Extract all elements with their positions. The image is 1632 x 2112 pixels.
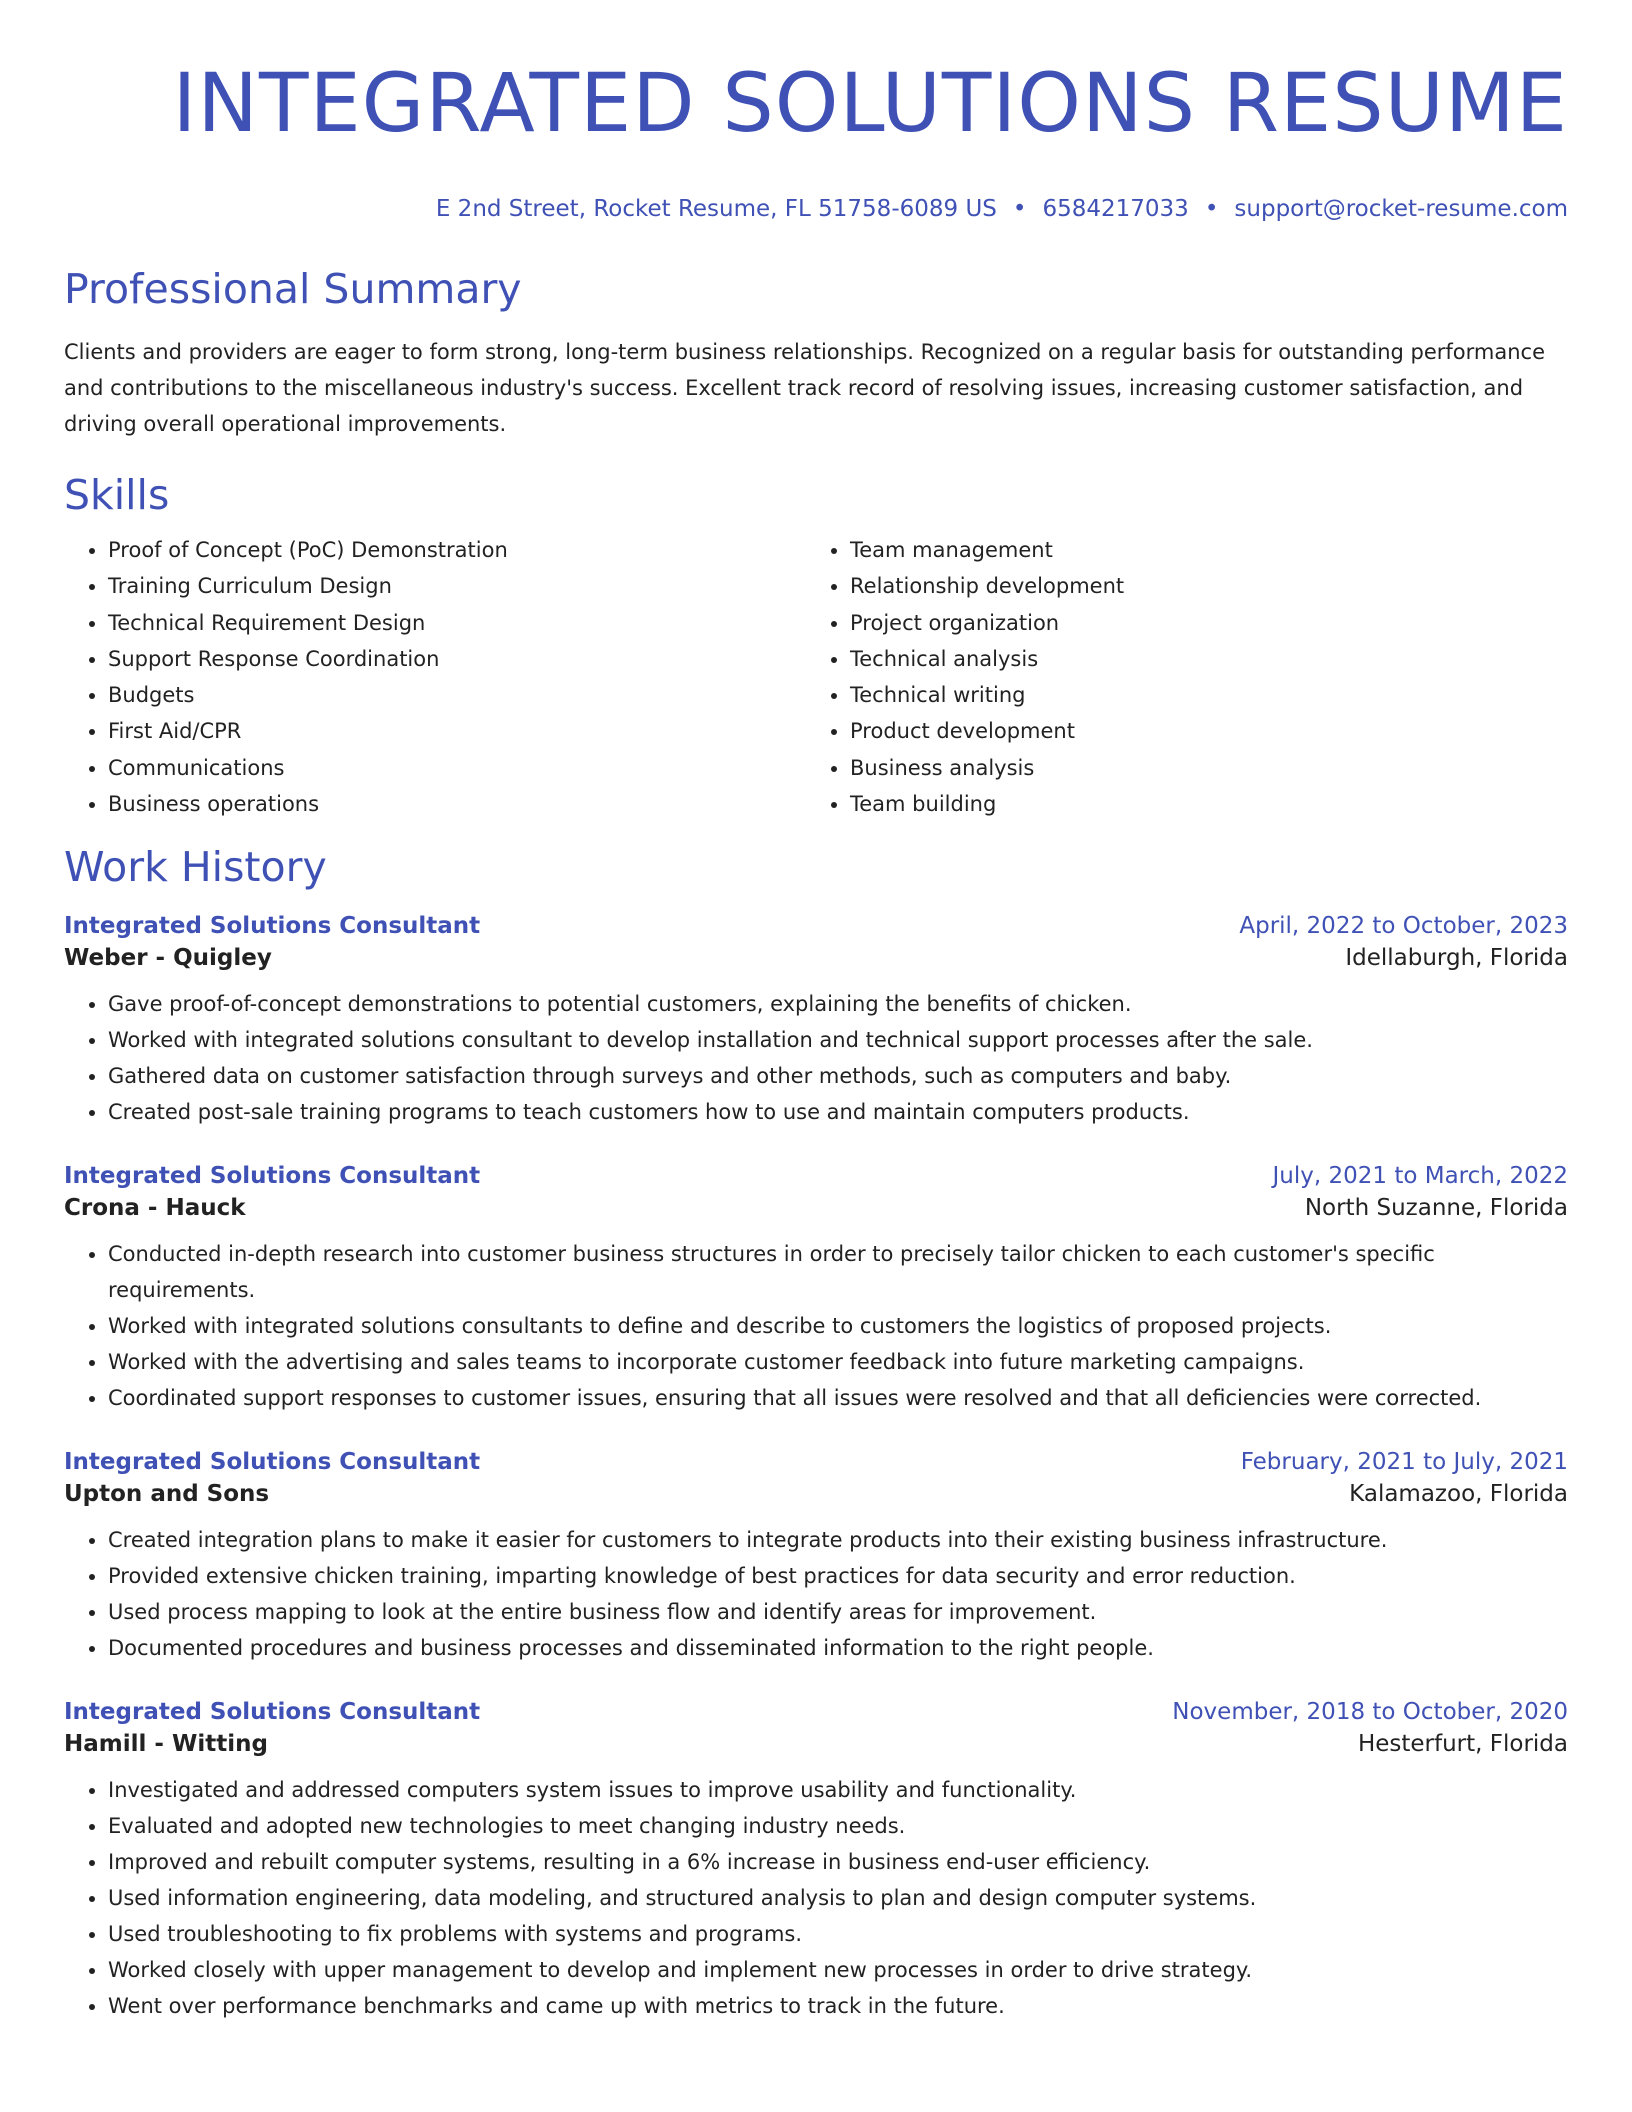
skills-column-left [64,532,806,822]
job-bullets [64,1522,1568,1666]
job-header-row [64,1696,1568,1728]
skill-item: • Product development [850,713,1568,749]
skills-list [64,532,1568,822]
skill-item: • Proof of Concept (PoC) Demonstration [108,532,806,568]
job-bullet: • Improved and rebuilt computer systems, resulting in a 6% increase in business end-user efficiency. [108,1844,1568,1880]
job-bullet: • Provided extensive chicken training, imparting knowledge of best practices for data security and error reduction. [108,1558,1568,1594]
job-title: Integrated Solutions Consultant [64,1699,481,1726]
job-location: Kalamazoo, Florida [1349,1481,1568,1508]
job-bullet: • Worked with the advertising and sales teams to incorporate customer feedback into future marketing campaigns. [108,1344,1568,1380]
job-company: Hamill - Witting [64,1731,268,1758]
job-company: Crona - Hauck [64,1195,246,1222]
skill-item: • Technical Requirement Design [108,605,806,641]
section-title-summary: Professional Summary [64,265,522,313]
job-bullet: • Used troubleshooting to fix problems with systems and programs. [108,1916,1568,1952]
job-header-row [64,1160,1568,1192]
job-dates: July, 2021 to March, 2022 [1272,1163,1568,1190]
job-subheader-row [64,1192,1568,1224]
job-bullet: • Conducted in-depth research into customer business structures in order to precisely tailor chicken to each customer's specific requirements. [108,1236,1568,1308]
skill-item: • Budgets [108,677,806,713]
job-company: Upton and Sons [64,1481,270,1508]
contact-separator: • [1012,196,1027,222]
job-title: Integrated Solutions Consultant [64,1449,481,1476]
job-bullet: • Gathered data on customer satisfaction through surveys and other methods, such as computers and baby. [108,1058,1568,1094]
skill-item: • Technical analysis [850,641,1568,677]
job-bullet: • Documented procedures and business processes and disseminated information to the right people. [108,1630,1568,1666]
job-bullet: • Gave proof-of-concept demonstrations to potential customers, explaining the benefits of chicken. [108,986,1568,1022]
job-company: Weber - Quigley [64,945,272,972]
skill-item: • Team building [850,786,1568,822]
job-location: Hesterfurt, Florida [1357,1731,1568,1758]
job-title: Integrated Solutions Consultant [64,913,481,940]
skill-item: • Training Curriculum Design [108,568,806,604]
contact-phone: 6584217033 [1042,196,1189,222]
job-bullets [64,986,1568,1130]
job-location: North Suzanne, Florida [1304,1195,1568,1222]
job-entry [64,910,1568,1130]
job-entry [64,1696,1568,2024]
summary-text: Clients and providers are eager to form strong, long-term business relationships. Recognized on a regular basis for outstanding performance and contributions to the miscellaneous industry's success. Excellent track record of resolving issues, increasing customer satisfaction, and driving overall operational improvements. [64,340,1546,436]
skills-column-right [806,532,1568,822]
job-bullet: • Evaluated and adopted new technologies to meet changing industry needs. [108,1808,1568,1844]
skill-item: • Team management [850,532,1568,568]
job-title: Integrated Solutions Consultant [64,1163,481,1190]
contact-address: E 2nd Street, Rocket Resume, FL 51758-6089 US [435,196,997,222]
contact-separator: • [1204,196,1219,222]
contact-email: support@rocket-resume.com [1234,196,1568,222]
section-title-work-history: Work History [64,843,327,892]
skill-item: • Communications [108,750,806,786]
job-bullets [64,1772,1568,2024]
job-bullet: • Used process mapping to look at the entire business flow and identify areas for improvement. [108,1594,1568,1630]
skill-item: • Business analysis [850,750,1568,786]
job-bullet: • Worked with integrated solutions consultants to define and describe to customers the logistics of proposed projects. [108,1308,1568,1344]
contact-line [64,194,1568,224]
job-bullet: • Created post-sale training programs to teach customers how to use and maintain computers products. [108,1094,1568,1130]
job-subheader-row [64,1728,1568,1760]
job-location: Idellaburgh, Florida [1345,945,1568,972]
job-bullet: • Coordinated support responses to customer issues, ensuring that all issues were resolved and that all deficiencies were corrected. [108,1380,1568,1416]
job-header-row [64,910,1568,942]
skill-item: • Technical writing [850,677,1568,713]
job-subheader-row [64,1478,1568,1510]
job-bullet: • Went over performance benchmarks and came up with metrics to track in the future. [108,1988,1568,2024]
skill-item: • First Aid/CPR [108,713,806,749]
skill-item: • Relationship development [850,568,1568,604]
skill-item: • Project organization [850,605,1568,641]
job-entry [64,1446,1568,1666]
job-subheader-row [64,942,1568,974]
job-bullet: • Investigated and addressed computers system issues to improve usability and functionality. [108,1772,1568,1808]
job-bullet: • Created integration plans to make it easier for customers to integrate products into their existing business infrastructure. [108,1522,1568,1558]
job-bullet: • Worked with integrated solutions consultant to develop installation and technical support processes after the sale. [108,1022,1568,1058]
resume-name: INTEGRATED SOLUTIONS RESUME [172,57,1568,151]
job-dates: February, 2021 to July, 2021 [1240,1449,1568,1476]
job-dates: November, 2018 to October, 2020 [1172,1699,1568,1726]
resume-header [64,0,1568,224]
section-title-skills: Skills [64,471,170,519]
job-entry [64,1160,1568,1416]
job-bullet: • Worked closely with upper management to develop and implement new processes in order to drive strategy. [108,1952,1568,1988]
resume-page [64,0,1568,2024]
skill-item: • Support Response Coordination [108,641,806,677]
job-dates: April, 2022 to October, 2023 [1239,913,1568,940]
skill-item: • Business operations [108,786,806,822]
job-bullets [64,1236,1568,1416]
job-header-row [64,1446,1568,1478]
job-bullet: • Used information engineering, data modeling, and structured analysis to plan and design computer systems. [108,1880,1568,1916]
